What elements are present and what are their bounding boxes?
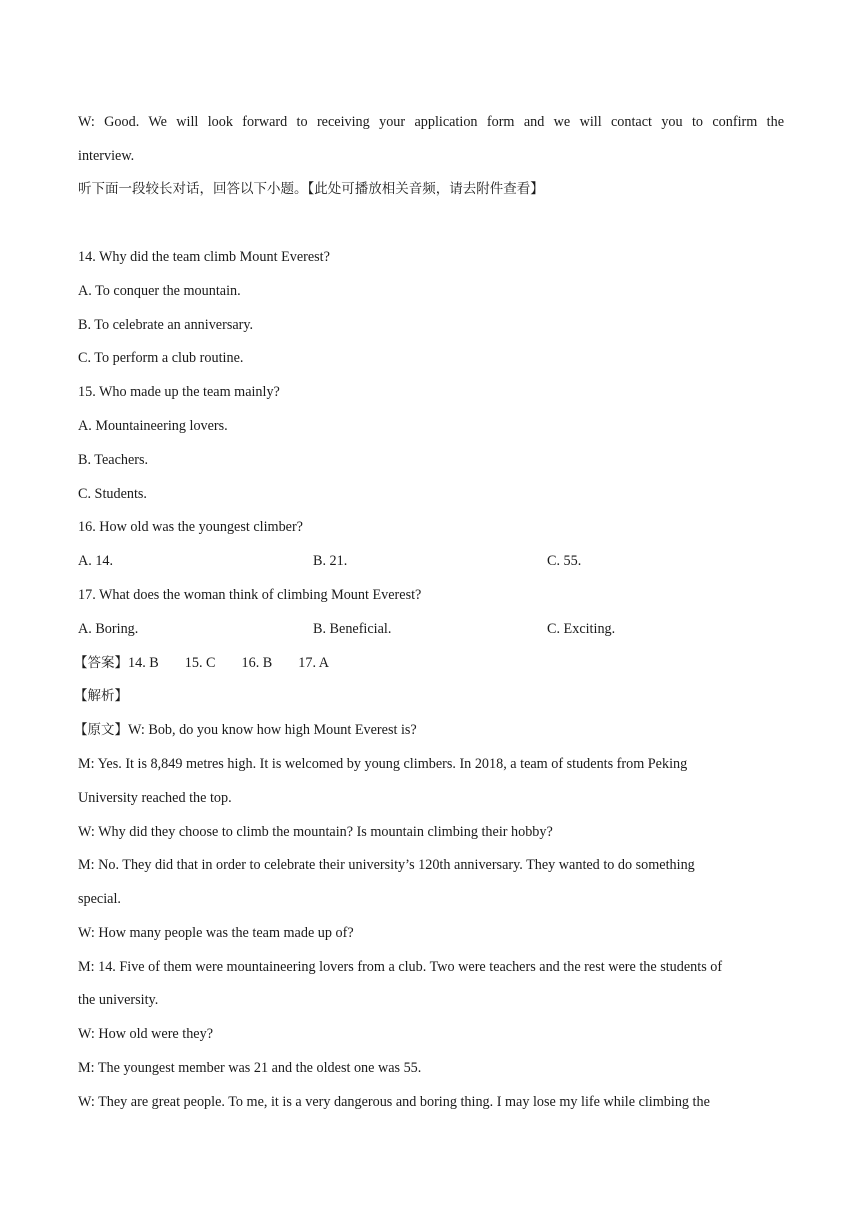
listening-instruction: 听下面一段较长对话，回答以下小题。【此处可播放相关音频，请去附件查看】 <box>78 181 544 197</box>
transcript-line: M: The youngest member was 21 and the oldest one was 55. <box>78 1060 422 1076</box>
option-14-c: C. To perform a club routine. <box>78 350 244 366</box>
answer-item: 16. B <box>241 655 273 671</box>
transcript-line: University reached the top. <box>78 790 232 806</box>
question-16: 16. How old was the youngest climber? <box>78 519 303 535</box>
question-17: 17. What does the woman think of climbing Mount Everest? <box>78 587 422 603</box>
option-15-a: A. Mountaineering lovers. <box>78 418 228 434</box>
option-17-b: B. Beneficial. <box>313 621 392 637</box>
option-16-b: B. 21. <box>313 553 348 569</box>
transcript-line: special. <box>78 891 121 907</box>
answer-item: 17. A <box>298 655 329 671</box>
option-17-c: C. Exciting. <box>547 621 616 637</box>
transcript-line: W: Bob, do you know how high Mount Everest is? <box>128 722 417 738</box>
answer-label: 【答案】 <box>74 655 128 671</box>
transcript-line: M: No. They did that in order to celebrate their university’s 120th anniversary. They wanted to do something <box>78 857 695 873</box>
option-14-a: A. To conquer the mountain. <box>78 283 241 299</box>
question-14: 14. Why did the team climb Mount Everest? <box>78 249 330 265</box>
answer-item: 15. C <box>184 655 216 671</box>
answer-line <box>74 654 355 672</box>
dialogue-line: W: Good. We will look forward to receiving your application form and we will contact you to confirm the <box>78 114 784 130</box>
option-14-b: B. To celebrate an anniversary. <box>78 317 254 333</box>
transcript-line: M: Yes. It is 8,849 metres high. It is welcomed by young climbers. In 2018, a team of students from Peking <box>78 756 688 772</box>
dialogue-line: interview. <box>78 148 135 164</box>
option-15-b: B. Teachers. <box>78 452 149 468</box>
transcript-first-line <box>74 721 417 739</box>
transcript-label: 【原文】 <box>74 722 128 738</box>
analysis-label: 【解析】 <box>74 688 128 704</box>
transcript-line: W: Why did they choose to climb the mountain? Is mountain climbing their hobby? <box>78 824 553 840</box>
option-15-c: C. Students. <box>78 486 147 502</box>
option-16-c: C. 55. <box>547 553 582 569</box>
transcript-line: W: How many people was the team made up of? <box>78 925 354 941</box>
option-17-a: A. Boring. <box>78 621 139 637</box>
transcript-line: M: 14. Five of them were mountaineering lovers from a club. Two were teachers and the rest were the students of <box>78 959 723 975</box>
question-15: 15. Who made up the team mainly? <box>78 384 280 400</box>
transcript-line: W: How old were they? <box>78 1026 213 1042</box>
transcript-line: W: They are great people. To me, it is a very dangerous and boring thing. I may lose my life while climbing the <box>78 1094 710 1110</box>
option-16-a: A. 14. <box>78 553 114 569</box>
answer-item: 14. B <box>128 655 159 671</box>
transcript-line: the university. <box>78 992 159 1008</box>
